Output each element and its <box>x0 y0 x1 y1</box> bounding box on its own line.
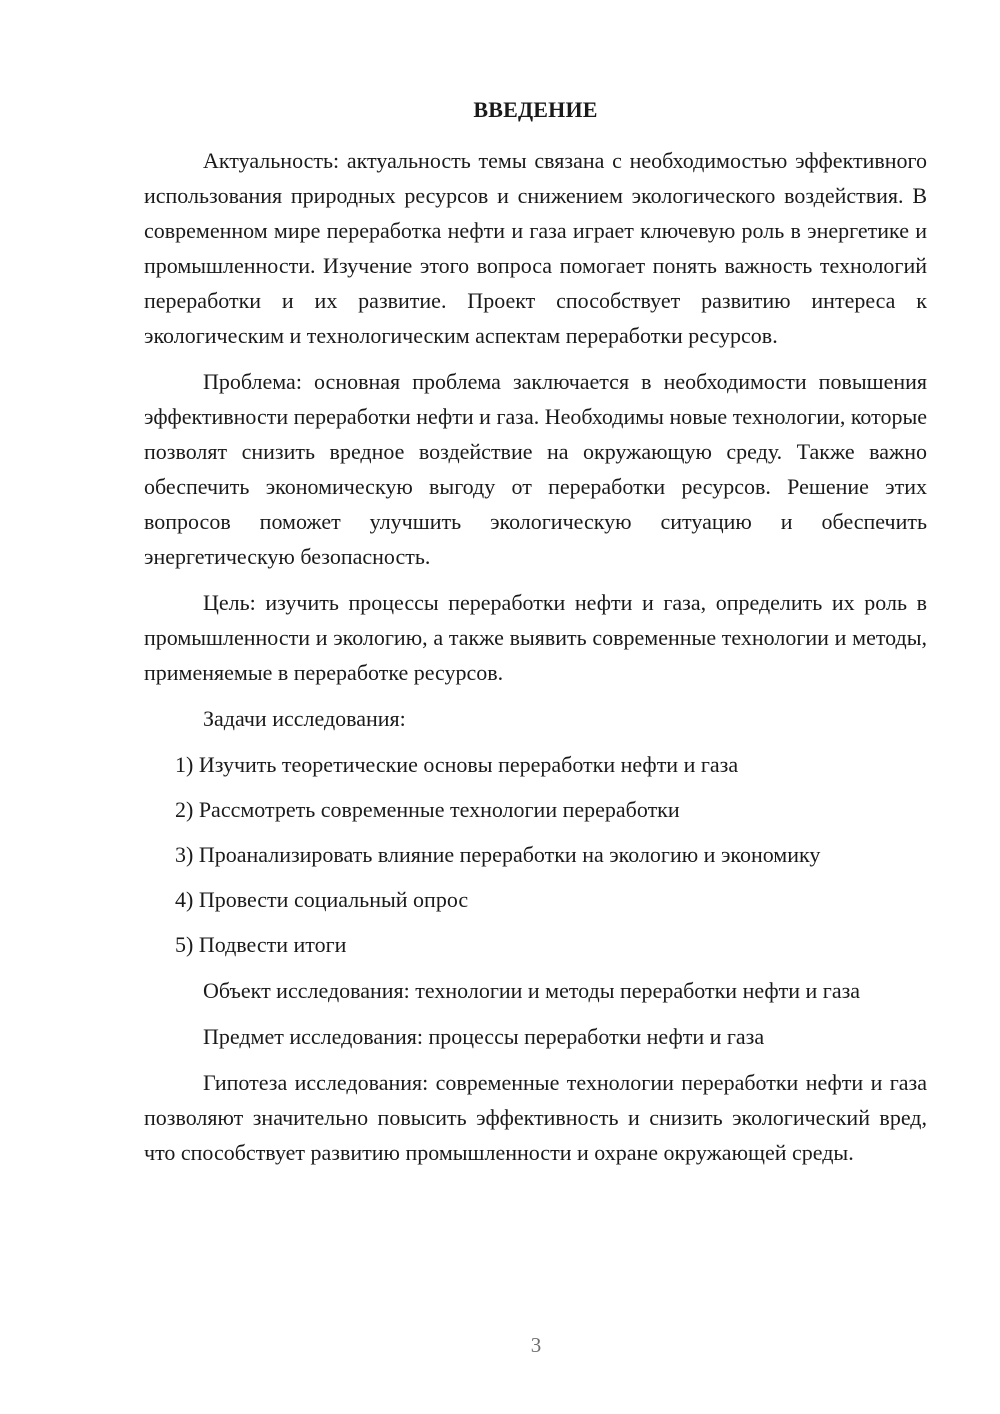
paragraph-relevance: Актуальность: актуальность темы связана с необходимостью эффективного использования природных ресурсов и снижением экологического воздействия. В современном мире переработка нефти и газа играет ключевую роль в энергетике и промышленности. Изучение этого вопроса помогает понять важность технологий переработки и их развитие. Проект способствует развитию интереса к экологическим и технологическим аспектам переработки ресурсов. <box>144 148 927 348</box>
document-page <box>144 96 927 1181</box>
paragraph-subject: Предмет исследования: процессы переработки нефти и газа <box>203 1024 765 1049</box>
paragraph-problem: Проблема: основная проблема заключается в необходимости повышения эффективности переработки нефти и газа. Необходимы новые технологии, которые позволят снизить вредное воздействие на окружающую среду. Также важно обеспечить экономическую выгоду от переработки ресурсов. Решение этих вопросов поможет улучшить экологическую ситуацию и обеспечить энергетическую безопасность. <box>144 369 927 569</box>
task-item: 3) Проанализировать влияние переработки на экологию и экономику <box>175 842 821 867</box>
page-number: 3 <box>530 1333 542 1357</box>
paragraph-tasks-title: Задачи исследования: <box>203 706 406 731</box>
task-item: 5) Подвести итоги <box>175 932 347 957</box>
paragraph-goal: Цель: изучить процессы переработки нефти и газа, определить их роль в промышленности и экологию, а также выявить современные технологии и методы, применяемые в переработке ресурсов. <box>144 590 927 685</box>
paragraph-hypothesis: Гипотеза исследования: современные технологии переработки нефти и газа позволяют значительно повысить эффективность и снизить экологический вред, что способствует развитию промышленности и охране окружающей среды. <box>144 1070 927 1165</box>
section-heading: ВВЕДЕНИЕ <box>473 97 598 122</box>
paragraph-object: Объект исследования: технологии и методы переработки нефти и газа <box>203 978 861 1003</box>
task-item: 1) Изучить теоретические основы переработки нефти и газа <box>175 752 739 777</box>
task-item: 4) Провести социальный опрос <box>175 887 469 912</box>
task-list <box>144 747 927 962</box>
task-item: 2) Рассмотреть современные технологии переработки <box>175 797 680 822</box>
